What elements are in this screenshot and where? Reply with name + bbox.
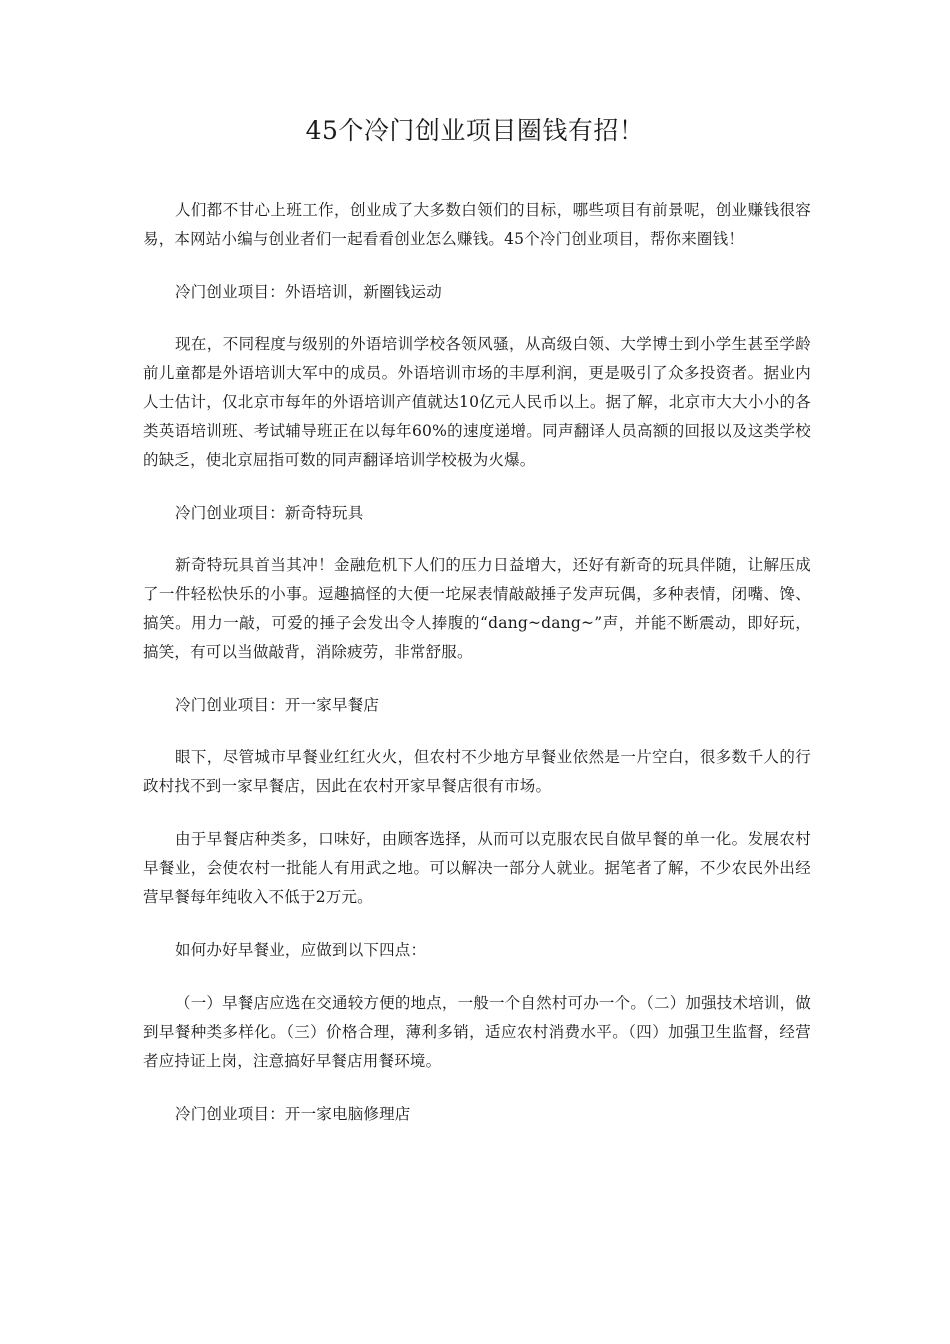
document-body bbox=[143, 196, 811, 1152]
foreign-language-training-paragraph: 现在，不同程度与级别的外语培训学校各领风骚，从高级白领、大学博士到小学生甚至学龄前儿童都是外语培训大军中的成员。外语培训市场的丰厚利润，更是吸引了众多投资者。据业内人士估计，仅北京市每年的外语培训产值就达10亿元人民币以上。据了解，北京市大大小小的各类英语培训班、考试辅导班正在以每年60%的速度递增。同声翻译人员高额的回报以及这类学校的缺乏，使北京屈指可数的同声翻译培训学校极为火爆。 bbox=[143, 335, 811, 469]
section-heading-computer-repair: 冷门创业项目：开一家电脑修理店 bbox=[175, 1105, 411, 1123]
novelty-toys-paragraph: 新奇特玩具首当其冲！金融危机下人们的压力日益增大，还好有新奇的玩具伴随，让解压成了一件轻松快乐的小事。逗趣搞怪的大便一坨屎表情敲敲捶子发声玩偶，多种表情，闭嘴、馋、搞笑。用力一敲，可爱的捶子会发出令人捧腹的“dang~dang~”声，并能不断震动，即好玩，搞笑，有可以当做敲背，消除疲劳，非常舒服。 bbox=[143, 556, 811, 661]
breakfast-shop-paragraph-2: 由于早餐店种类多，口味好，由顾客选择，从而可以克服农民自做早餐的单一化。发展农村早餐业，会使农村一批能人有用武之地。可以解决一部分人就业。据笔者了解，不少农民外出经营早餐每年纯收入不低于2万元。 bbox=[143, 830, 811, 906]
breakfast-shop-paragraph-1: 眼下，尽管城市早餐业红红火火，但农村不少地方早餐业依然是一片空白，很多数千人的行政村找不到一家早餐店，因此在农村开家早餐店很有市场。 bbox=[143, 748, 811, 795]
section-heading-novelty-toys: 冷门创业项目：新奇特玩具 bbox=[175, 504, 364, 522]
breakfast-shop-paragraph-3: 如何办好早餐业，应做到以下四点： bbox=[175, 941, 427, 959]
intro-paragraph: 人们都不甘心上班工作，创业成了大多数白领们的目标，哪些项目有前景呢，创业赚钱很容易，本网站小编与创业者们一起看看创业怎么赚钱。45个冷门创业项目，帮你来圈钱！ bbox=[143, 201, 811, 248]
section-heading-foreign-language-training: 冷门创业项目：外语培训，新圈钱运动 bbox=[175, 283, 442, 301]
section-heading-breakfast-shop: 冷门创业项目：开一家早餐店 bbox=[175, 696, 380, 714]
document-title: 45个冷门创业项目圈钱有招！ bbox=[305, 116, 645, 145]
breakfast-shop-paragraph-4: （一）早餐店应选在交通较方便的地点，一般一个自然村可办一个。（二）加强技术培训，做到早餐种类多样化。（三）价格合理，薄利多销，适应农村消费水平。（四）加强卫生监督，经营者应持证上岗，注意搞好早餐店用餐环境。 bbox=[143, 994, 811, 1070]
